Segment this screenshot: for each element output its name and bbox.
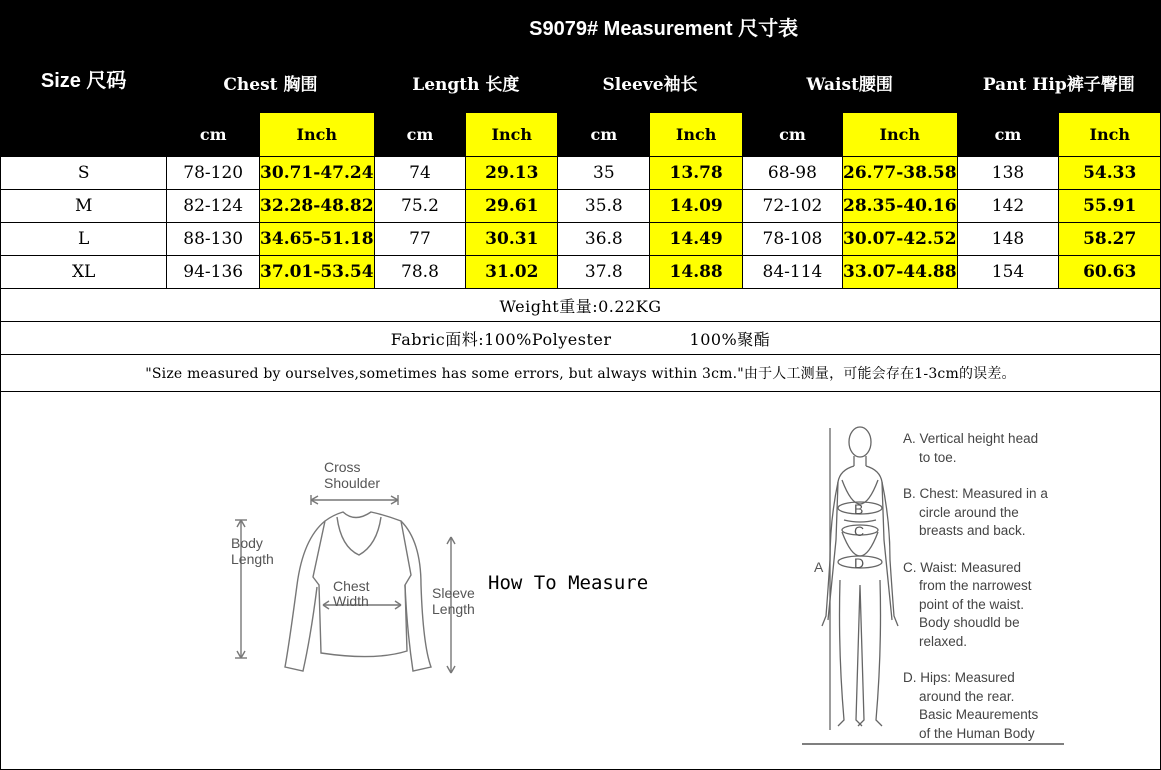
size-label: S xyxy=(1,157,167,190)
cell-inch: 14.49 xyxy=(650,223,742,256)
unit-inch: Inch xyxy=(843,113,958,157)
size-header: Size 尺码 xyxy=(1,1,167,157)
cell-inch: 29.61 xyxy=(466,190,558,223)
group-length: Length 长度 xyxy=(374,53,558,113)
note-line: Basic Meaurements xyxy=(919,707,1039,722)
cell-inch: 54.33 xyxy=(1059,157,1161,190)
unit-inch: Inch xyxy=(260,113,375,157)
chest-width-label-2: Width xyxy=(333,593,369,609)
cell-cm: 72-102 xyxy=(742,190,842,223)
cell-inch: 33.07-44.88 xyxy=(843,256,958,289)
body-label-d: D xyxy=(854,555,865,571)
table-row xyxy=(1,256,1161,289)
table-row xyxy=(1,190,1161,223)
note-line: circle around the xyxy=(919,504,1019,520)
note-line: of the Human Body xyxy=(919,725,1035,741)
fabric-cell xyxy=(1,322,1161,355)
unit-cm: cm xyxy=(167,113,260,157)
cell-cm: 88-130 xyxy=(167,223,260,256)
note-line: A. Vertical height head xyxy=(903,431,1039,446)
sleeve-length-label-1: Sleeve xyxy=(432,585,475,601)
unit-inch: Inch xyxy=(466,113,558,157)
unit-cm: cm xyxy=(558,113,650,157)
note-line: B. Chest: Measured in a xyxy=(903,486,1048,501)
cell-inch: 34.65-51.18 xyxy=(260,223,375,256)
body-length-label-1: Body xyxy=(231,535,263,551)
cell-inch: 30.07-42.52 xyxy=(843,223,958,256)
cell-cm: 94-136 xyxy=(167,256,260,289)
cell-cm: 68-98 xyxy=(742,157,842,190)
size-label: M xyxy=(1,190,167,223)
cell-cm: 82-124 xyxy=(167,190,260,223)
note-c xyxy=(903,559,1153,652)
body-length-label-2: Length xyxy=(231,551,274,567)
size-label: L xyxy=(1,223,167,256)
note-line: C. Waist: Measured xyxy=(903,559,1022,575)
cross-shoulder-label-2: Shoulder xyxy=(324,475,381,491)
cell-inch: 30.71-47.24 xyxy=(260,157,375,190)
cell-cm: 37.8 xyxy=(558,256,650,289)
cell-inch: 32.28-48.82 xyxy=(260,190,375,223)
cell-inch: 55.91 xyxy=(1059,190,1161,223)
body-label-b: B xyxy=(854,501,864,517)
unit-inch: Inch xyxy=(650,113,742,157)
cell-inch: 31.02 xyxy=(466,256,558,289)
note-line: to toe. xyxy=(919,449,957,465)
cell-cm: 35 xyxy=(558,157,650,190)
disclaimer-text: "Size measured by ourselves,sometimes has some errors, but always within 3cm."由于人工测量，可能会存在1-3cm的误差。 xyxy=(1,355,1161,392)
cross-shoulder-label-1: Cross xyxy=(324,459,361,475)
cell-cm: 138 xyxy=(957,157,1059,190)
weight-text: Weight重量:0.22KG xyxy=(1,289,1161,322)
garment-illustration xyxy=(225,455,485,690)
weight-row xyxy=(1,289,1161,322)
cell-cm: 84-114 xyxy=(742,256,842,289)
note-line: Body shoudld be xyxy=(919,615,1020,630)
table-row xyxy=(1,223,1161,256)
note-b xyxy=(903,485,1153,541)
group-waist: Waist腰围 xyxy=(742,53,957,113)
cell-cm: 142 xyxy=(957,190,1059,223)
cell-inch: 60.63 xyxy=(1059,256,1161,289)
sleeve-length-label-2: Length xyxy=(432,601,475,617)
group-sleeve: Sleeve袖长 xyxy=(558,53,743,113)
how-to-measure-text: How To Measure xyxy=(488,572,649,594)
cell-inch: 58.27 xyxy=(1059,223,1161,256)
measurement-notes xyxy=(903,430,1153,761)
cell-cm: 74 xyxy=(374,157,466,190)
unit-cm: cm xyxy=(374,113,466,157)
note-line: D. Hips: Measured xyxy=(903,670,1015,685)
note-line: breasts and back. xyxy=(919,523,1026,538)
cell-cm: 75.2 xyxy=(374,190,466,223)
note-line: around the rear. xyxy=(919,688,1015,704)
cell-cm: 78-108 xyxy=(742,223,842,256)
unit-inch: Inch xyxy=(1059,113,1161,157)
body-label-c: C xyxy=(854,523,865,539)
group-pant-hip: Pant Hip裤子臀围 xyxy=(957,53,1160,113)
cell-cm: 36.8 xyxy=(558,223,650,256)
cell-inch: 28.35-40.16 xyxy=(843,190,958,223)
cell-inch: 14.88 xyxy=(650,256,742,289)
cell-cm: 154 xyxy=(957,256,1059,289)
note-line: from the narrowest xyxy=(919,578,1032,593)
disclaimer-row xyxy=(1,355,1161,392)
cell-cm: 78.8 xyxy=(374,256,466,289)
note-a xyxy=(903,430,1153,467)
note-line: point of the waist. xyxy=(919,596,1025,612)
cell-inch: 29.13 xyxy=(466,157,558,190)
cell-cm: 77 xyxy=(374,223,466,256)
note-line: relaxed. xyxy=(919,633,968,649)
unit-cm: cm xyxy=(957,113,1059,157)
unit-cm: cm xyxy=(742,113,842,157)
cell-inch: 14.09 xyxy=(650,190,742,223)
cell-inch: 13.78 xyxy=(650,157,742,190)
cell-cm: 148 xyxy=(957,223,1059,256)
fabric-cn-text: 100%聚酯 xyxy=(689,329,771,349)
table-row xyxy=(1,157,1161,190)
cell-inch: 37.01-53.54 xyxy=(260,256,375,289)
size-label: XL xyxy=(1,256,167,289)
cell-cm: 35.8 xyxy=(558,190,650,223)
cell-inch: 30.31 xyxy=(466,223,558,256)
fabric-row xyxy=(1,322,1161,355)
chest-width-label-1: Chest xyxy=(333,578,370,594)
cell-cm: 78-120 xyxy=(167,157,260,190)
body-label-a: A xyxy=(814,559,824,575)
group-chest: Chest 胸围 xyxy=(167,53,374,113)
chart-title: S9079# Measurement 尺寸表 xyxy=(167,1,1161,53)
note-d xyxy=(903,669,1153,743)
cell-inch: 26.77-38.58 xyxy=(843,157,958,190)
fabric-text: Fabric面料:100%Polyester xyxy=(390,329,612,349)
